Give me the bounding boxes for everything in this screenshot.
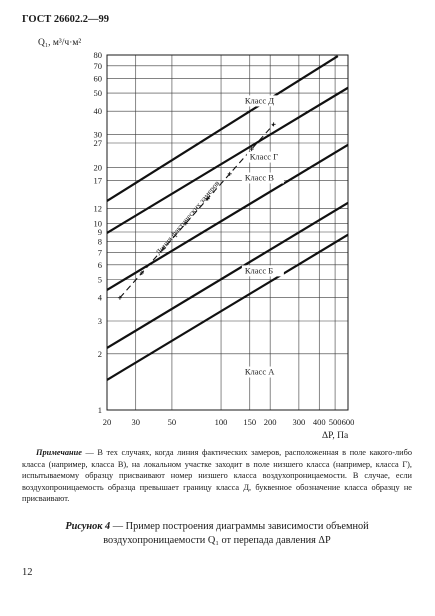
y-tick-label: 5 [97, 274, 102, 285]
class-boundary-line [107, 203, 348, 348]
class-label: Класс Д [244, 95, 275, 106]
x-axis-label: ΔP, Па [322, 431, 349, 441]
class-boundary-line [107, 88, 348, 233]
figure-caption [22, 520, 412, 548]
y-tick-label: 17 [93, 175, 102, 186]
y-tick-label: 8 [97, 236, 102, 247]
class-label: Класс В [244, 172, 274, 183]
x-tick-label: 150 [243, 417, 257, 427]
caption-text: — Пример построения диаграммы зависимости объемной воздухопроницаемости Q₁ от перепада давления ΔP [103, 521, 369, 546]
class-boundary-line [107, 235, 348, 380]
measurement-line-label: Линия фактических замеров [153, 178, 222, 257]
y-axis-label: Q₁, м³/ч·м² [38, 38, 82, 48]
y-tick-label: 4 [97, 292, 102, 303]
y-tick-label: 2 [97, 348, 102, 359]
note-paragraph [22, 447, 412, 505]
x-tick-label: 30 [131, 417, 140, 427]
y-tick-label: 27 [93, 137, 102, 148]
x-tick-label: 600 [341, 417, 355, 427]
y-tick-label: 80 [93, 50, 102, 60]
y-tick-label: 6 [97, 259, 102, 270]
note-text: — В тех случаях, когда линия фактических замеров, расположенная в поле какого-либо класса (например, класса В), на локальном участке заходит в поле низшего класса (например, класса Г), испытываемому образцу присваивают номер низшего класса воздухопроницаемости. В случае, если воздухопроницаемость образца превышает границу класса Д, буквенное обозначение класса образцу не присваивают. [22, 448, 412, 504]
y-tick-label: 1 [97, 405, 102, 415]
y-tick-label: 60 [93, 73, 102, 84]
x-tick-label: 400 [312, 417, 326, 427]
standard-header: ГОСТ 26602.2—99 [22, 14, 110, 25]
y-tick-label: 3 [97, 315, 102, 326]
x-tick-label: 50 [167, 417, 177, 427]
note-lead: Примечание [36, 448, 82, 457]
x-tick-label: 500 [328, 417, 342, 427]
y-tick-label: 70 [93, 60, 102, 71]
y-tick-label: 7 [97, 247, 102, 258]
chart-series [107, 56, 348, 380]
x-tick-label: 20 [102, 417, 112, 427]
class-boundary-line [107, 145, 348, 290]
y-tick-label: 9 [97, 226, 102, 237]
caption-lead: Рисунок 4 [65, 521, 111, 532]
measurement-point [272, 122, 276, 126]
y-tick-label: 50 [93, 88, 102, 99]
class-boundary-line [107, 56, 338, 201]
class-label: Класс А [244, 366, 275, 377]
y-tick-label: 30 [93, 129, 102, 140]
x-tick-label: 300 [292, 417, 306, 427]
page-number: 12 [22, 567, 33, 578]
y-tick-label: 40 [93, 106, 102, 117]
y-tick-label: 10 [93, 218, 102, 229]
y-tick-label: 12 [93, 203, 102, 214]
x-tick-label: 100 [214, 417, 228, 427]
y-tick-label: 20 [93, 162, 102, 173]
x-tick-label: 200 [263, 417, 277, 427]
class-label: Класс Б [244, 265, 274, 276]
class-label: Класс Г [249, 151, 279, 162]
